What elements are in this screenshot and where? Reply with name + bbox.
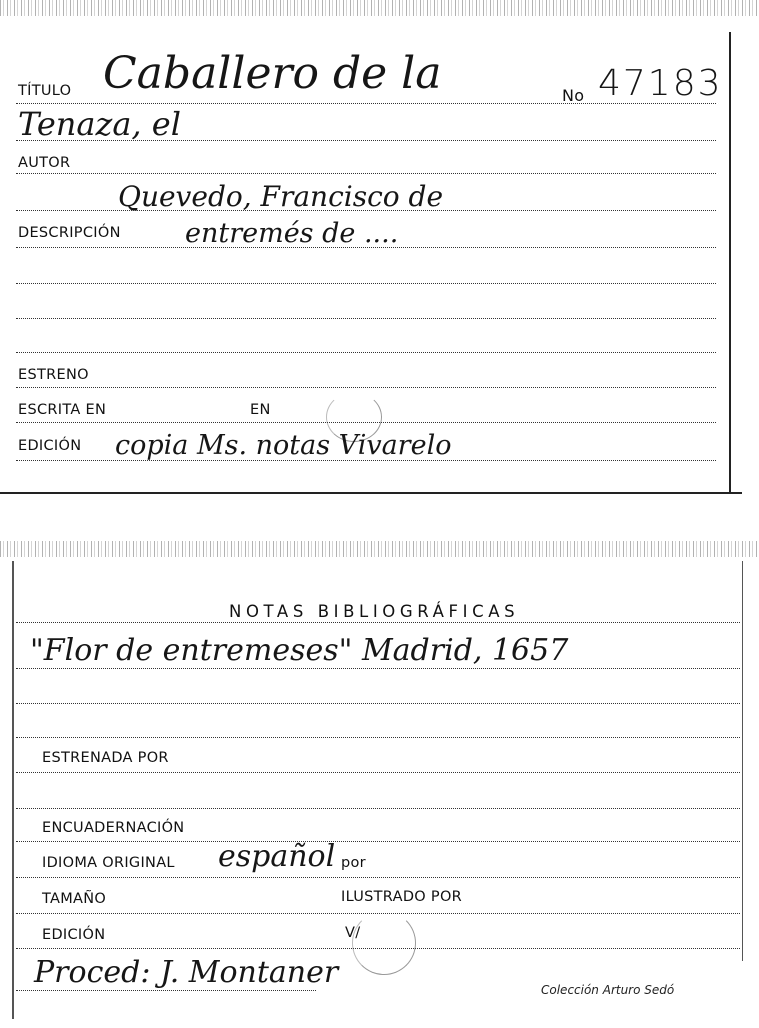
catalog-card-front xyxy=(0,0,759,500)
encuadernacion-label: ENCUADERNACIÓN xyxy=(42,820,185,836)
blank-line-4 xyxy=(16,703,740,704)
autor-label: AUTOR xyxy=(18,155,71,171)
estrenada-por-label: ESTRENADA POR xyxy=(42,750,169,766)
catalog-card-back xyxy=(0,535,759,1028)
titulo-continuation-line xyxy=(16,140,716,141)
card-right-edge xyxy=(742,561,744,961)
autor-continuation-line xyxy=(16,210,716,211)
edicion-back-label: EDICIÓN xyxy=(42,927,106,943)
numero-value: 47183 xyxy=(598,63,723,104)
ilustrado-por-label: ILUSTRADO POR xyxy=(341,889,463,905)
titulo-handwritten-line-1: Caballero de la xyxy=(103,48,442,99)
titulo-handwritten-line-2: Tenaza, el xyxy=(18,105,181,143)
estreno-line xyxy=(16,387,716,388)
edicion-line xyxy=(16,460,716,461)
collection-credit: Colección Arturo Sedó xyxy=(541,983,675,997)
notas-bibliograficas-heading: NOTAS BIBLIOGRÁFICAS xyxy=(229,602,520,621)
en-label: EN xyxy=(250,402,271,418)
proced-line xyxy=(16,990,316,991)
blank-line-6 xyxy=(16,808,740,809)
card-bottom-edge xyxy=(0,492,742,494)
edicion-back-line xyxy=(16,948,740,949)
card-left-edge xyxy=(12,561,14,1019)
idioma-handwritten: español xyxy=(218,839,336,874)
tamano-label: TAMAÑO xyxy=(42,891,107,907)
escrita-line xyxy=(16,422,716,423)
v-label: V/ xyxy=(345,925,361,941)
numero-label: No xyxy=(562,86,585,105)
edicion-label: EDICIÓN xyxy=(18,438,82,454)
titulo-label: TÍTULO xyxy=(18,83,72,99)
proced-handwritten: Proced: J. Montaner xyxy=(34,955,339,990)
titulo-underline xyxy=(16,103,716,104)
card-right-edge xyxy=(729,32,731,494)
escrita-en-label: ESCRITA EN xyxy=(18,402,107,418)
blank-line-1 xyxy=(16,283,716,284)
punch-hole-mark xyxy=(352,911,416,975)
descripcion-label: DESCRIPCIÓN xyxy=(18,225,121,241)
blank-line-5 xyxy=(16,737,740,738)
estreno-label: ESTRENO xyxy=(18,367,89,383)
blank-line-2 xyxy=(16,318,716,319)
idioma-original-label: IDIOMA ORIGINAL xyxy=(42,855,175,871)
nota-handwritten: "Flor de entremeses" Madrid, 1657 xyxy=(30,633,569,668)
autor-line xyxy=(16,173,716,174)
nota-line xyxy=(16,668,740,669)
card-top-edge-texture xyxy=(0,541,759,557)
card-top-edge-texture xyxy=(0,0,759,16)
autor-handwritten: Quevedo, Francisco de xyxy=(118,180,444,213)
blank-line-3 xyxy=(16,352,716,353)
encuadernacion-line xyxy=(16,841,740,842)
descripcion-line xyxy=(16,247,716,248)
edicion-handwritten: copia Ms. notas Vivarelo xyxy=(115,430,452,461)
por-label: por xyxy=(341,855,366,871)
heading-line xyxy=(16,622,740,623)
descripcion-handwritten: entremés de .... xyxy=(185,218,399,249)
idioma-line xyxy=(16,877,740,878)
estrenada-line xyxy=(16,772,740,773)
